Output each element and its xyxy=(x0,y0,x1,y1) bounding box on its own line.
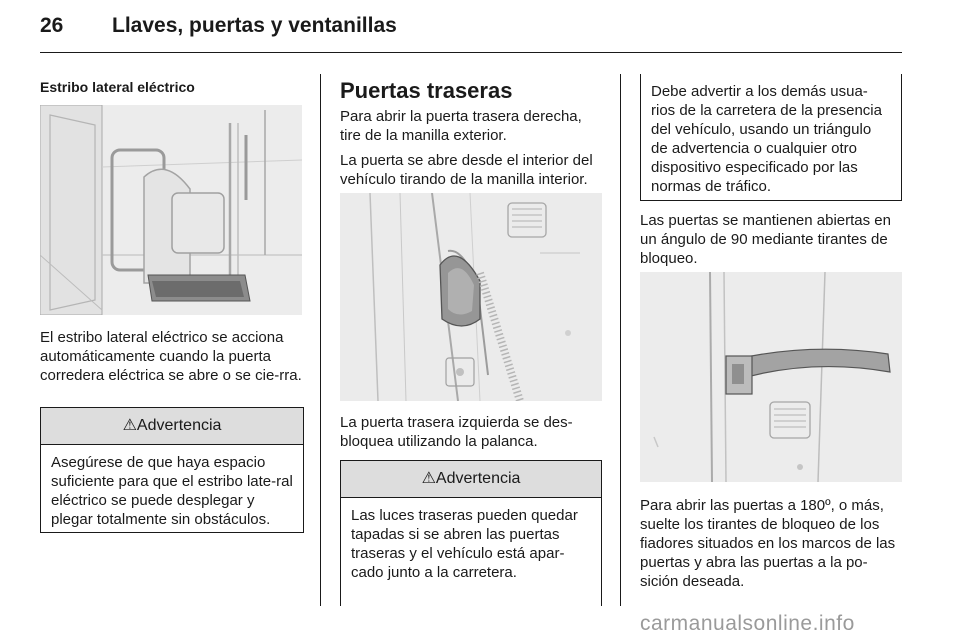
paragraph-puerta-derecha: Para abrir la puerta trasera derecha, tire de la manilla exterior. xyxy=(340,108,582,144)
side-step-illustration xyxy=(40,105,302,315)
paragraph-180-grados: Para abrir las puertas a 180º, o más, suelte los tirantes de bloqueo de los fiadores situados en los marcos de las puertas y abra las puertas a la po-sición deseada. xyxy=(640,497,896,590)
page-title: Llaves, puertas y ventanillas xyxy=(112,14,397,37)
warning-box-2 xyxy=(340,460,602,606)
figure-rear-door-handle xyxy=(340,193,602,401)
warning-text-1: Asegúrese de que haya espacio suficiente para que el estribo late-ral eléctrico se puede desplegar y plegar totalmente sin obstáculos. xyxy=(51,454,293,528)
figure-side-step xyxy=(40,105,302,315)
column-divider-2 xyxy=(620,74,621,606)
warning-continuation-text: Debe advertir a los demás usua-rios de la carretera de la presencia del vehículo, usando un triángulo de advertencia o cualquier otro dispositivo especificado por las normas de tráfico. xyxy=(651,83,882,195)
paragraph-manilla-interior: La puerta se abre desde el interior del vehículo tirando de la manilla interior. xyxy=(340,152,593,188)
figure-door-check-strap xyxy=(640,272,902,482)
paragraph-palanca: La puerta trasera izquierda se des-bloquea utilizando la palanca. xyxy=(340,414,573,450)
watermark: carmanualsonline.info xyxy=(640,612,855,635)
page-number: 26 xyxy=(40,14,64,37)
header-rule xyxy=(40,52,902,53)
warning-header-1 xyxy=(41,408,303,445)
warning-text-2: Las luces traseras pueden quedar tapadas si se abren las puertas traseras y el vehículo está apar-cado junto a la carretera. xyxy=(351,507,578,581)
warning-icon: ⚠ xyxy=(122,417,137,434)
subheading-estribo: Estribo lateral eléctrico xyxy=(40,79,195,95)
paragraph-tirantes: Las puertas se mantienen abiertas en un ángulo de 90 mediante tirantes de bloqueo. xyxy=(640,212,891,267)
warning-title-2: Advertencia xyxy=(435,470,521,487)
warning-title-1: Advertencia xyxy=(136,417,222,434)
paragraph-estribo: El estribo lateral eléctrico se acciona automáticamente cuando la puerta corredera eléctrica se abre o se cie-rra. xyxy=(40,329,302,384)
warning-header-2 xyxy=(341,461,601,498)
warning-icon: ⚠ xyxy=(421,470,436,487)
warning-continuation-box xyxy=(640,74,902,201)
door-handle-illustration xyxy=(340,193,602,401)
heading-puertas-traseras: Puertas traseras xyxy=(340,78,513,103)
column-divider-1 xyxy=(320,74,321,606)
warning-box-1 xyxy=(40,407,304,533)
door-strap-illustration xyxy=(640,272,902,482)
